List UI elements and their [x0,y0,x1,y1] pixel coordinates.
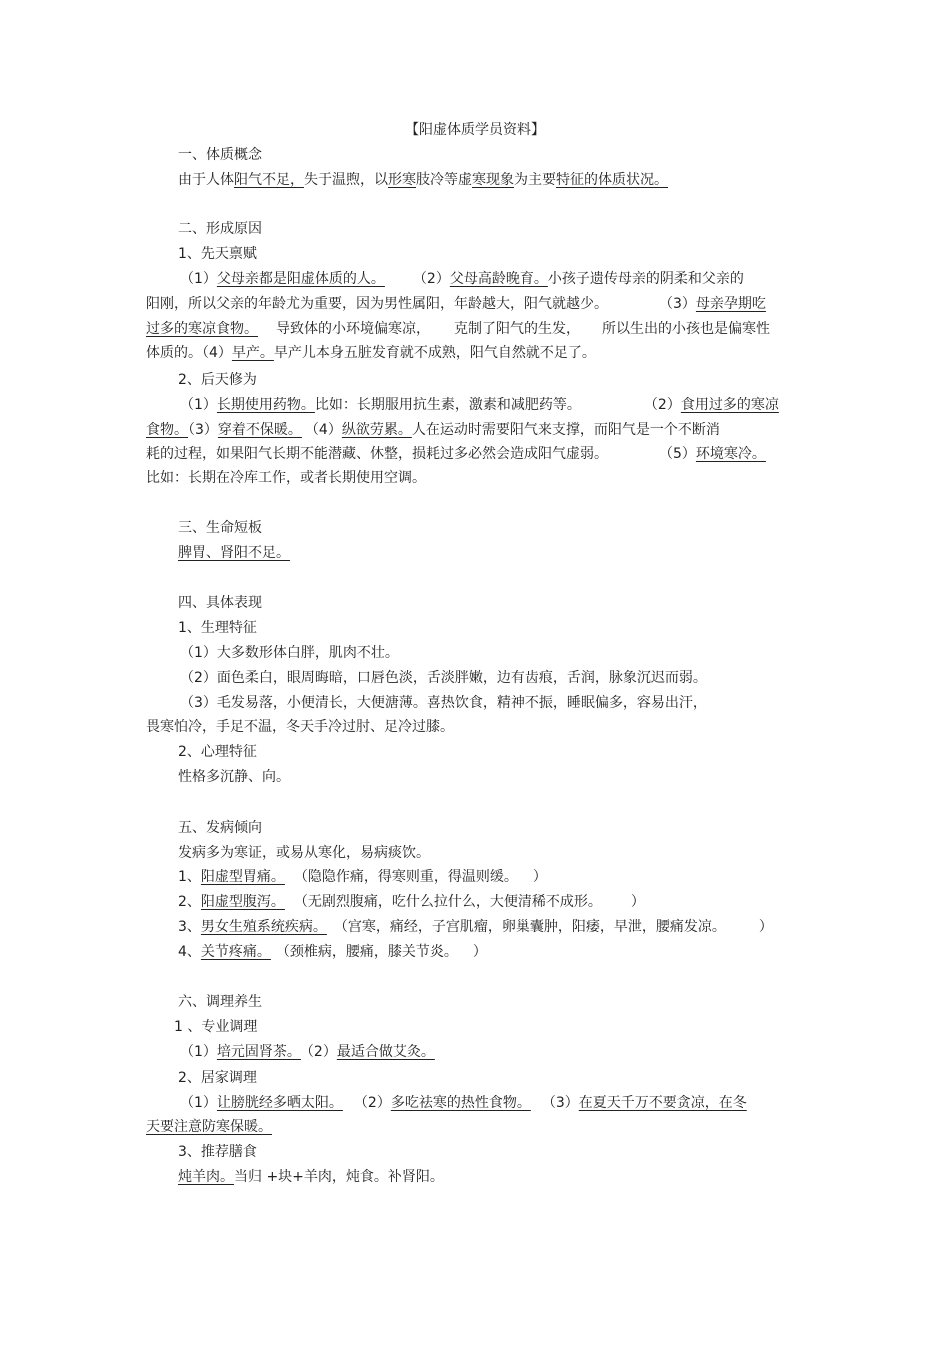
innate-line-3 [146,319,770,339]
text: （1） [180,397,217,413]
subheading-professional: 1 、专业调理 [174,1019,258,1035]
text: （4） [311,422,342,438]
subheading-diet: 3、推荐膳食 [178,1144,257,1160]
text: （2） [650,397,681,413]
text: ） [532,869,547,885]
text: 所以生出的小孩也是偏寒性 [602,321,770,337]
text: 比如：长期服用抗生素，激素和减肥药等。 [314,397,581,413]
text: 体质的。（4） [146,345,232,361]
physiological-line-1: （1）大多数形体白胖，肌肉不壮。 [180,645,399,661]
subheading-psychological: 2、心理特征 [178,744,257,760]
subheading-innate: 1、先天禀赋 [178,246,257,262]
innate-line-1 [180,269,744,289]
subheading-home: 2、居家调理 [178,1070,257,1086]
text: （2） [306,1044,337,1060]
underlined-text: 阳气不足， [234,172,304,188]
text: 4、 [178,944,201,960]
underlined-text: 父母高龄晚育。 [449,271,548,287]
physiological-line-4: 畏寒怕冷，手足不温，冬天手冷过肘、足冷过膝。 [146,719,454,735]
text: 耗的过程，如果阳气长期不能潜藏、休整，损耗过多必然会造成阳气虚弱。 [146,446,608,462]
text: （3） [666,296,696,312]
underlined-text: 过多的寒凉食物。 [146,321,258,337]
section-heading-weakness: 三、生命短板 [178,520,262,536]
innate-line-4 [146,343,596,363]
physiological-line-2: （2）面色柔白，眼周晦暗，口唇色淡，舌淡胖嫩，边有齿痕，舌润，脉象沉迟而弱。 [180,670,707,686]
tendency-item-2 [178,892,645,912]
text: （无剧烈腹痛，吃什么拉什么，大便清稀不成形。 [300,894,595,910]
underlined-text: 让膀胱经多晒太阳。 [216,1095,343,1111]
acquired-line-3 [146,444,766,464]
text: 人在运动时需要阳气来支撑，而阳气是一个不断消 [411,422,720,438]
document-title: 【阳虚体质学员资料】 [405,122,545,138]
text: （1） [180,1095,217,1111]
text: 当归 +块+羊肉，炖食。补肾阳。 [234,1169,444,1185]
text: 早产儿本身五脏发育就不成熟，阳气自然就不足了。 [273,345,596,361]
text: （3） [548,1095,579,1111]
text: ） [758,919,773,935]
underlined-text: 在夏天千万不要贪凉，在冬 [578,1095,747,1111]
underlined-text: 多吃祛寒的热性食物。 [390,1095,531,1111]
text: （1） [180,271,217,287]
section-heading-regimen: 六、调理养生 [178,994,262,1010]
psychological-text: 性格多沉静、向。 [178,769,290,785]
text: 克制了阳气的生发， [454,321,580,337]
underlined-text: 食用过多的寒凉 [680,397,779,413]
innate-line-2 [146,294,766,314]
concept-paragraph [178,170,668,190]
text: （2） [412,271,450,287]
section-heading-concept: 一、体质概念 [178,147,262,163]
section-heading-tendency: 五、发病倾向 [178,820,262,836]
underlined-text: 形寒 [388,172,416,188]
underlined-text: 纵欲劳累。 [341,422,412,438]
tendency-item-3 [178,917,773,937]
home-line-1 [180,1093,747,1113]
text: （宫寒，痛经，子宫肌瘤，卵巢囊肿，阳痿，早泄，腰痛发凉。 [340,919,719,935]
underlined-text: 母亲孕期吃 [695,296,766,312]
text: ） [630,894,645,910]
text: （隐隐作痛，得寒则重，得温则缓。 [300,869,511,885]
underlined-text: 早产。 [231,345,274,361]
acquired-line-2 [146,420,720,440]
underlined-text: 最适合做艾灸。 [336,1044,435,1060]
underlined-text: 阳虚型腹泻。 [200,894,285,910]
text: 肢冷等虚 [416,172,472,188]
acquired-line-1 [180,395,779,415]
text: （颈椎病，腰痛，膝关节炎。 [282,944,451,960]
text: （5） [666,446,696,462]
text: 小孩子遗传母亲的阴柔和父亲的 [547,271,744,287]
weakness-text: 脾胃、肾阳不足。 [178,545,290,561]
text: （1） [180,1044,217,1060]
section-heading-manifestation: 四、具体表现 [178,595,262,611]
subheading-acquired: 2、后天修为 [178,372,257,388]
underlined-text: 父母亲都是阳虚体质的人。 [216,271,385,287]
underlined-text: 长期使用药物。 [216,397,315,413]
subheading-physiological: 1、生理特征 [178,620,257,636]
text: 1、 [178,869,201,885]
text: （2） [360,1095,391,1111]
home-line-2: 天要注意防寒保暖。 [146,1119,272,1135]
section-heading-causes: 二、形成原因 [178,221,262,237]
text: 由于人体 [178,172,234,188]
professional-line [180,1042,435,1062]
underlined-text: 特征的体质状况。 [556,172,668,188]
underlined-text: 阳虚型胃痛。 [200,869,285,885]
underlined-text: 环境寒冷。 [695,446,766,462]
diet-line [178,1167,444,1187]
physiological-line-3: （3）毛发易落，小便清长，大便溏薄。喜热饮食，精神不振，睡眠偏多，容易出汗， [180,695,707,711]
text: 3、 [178,919,201,935]
underlined-text: 培元固肾茶。 [216,1044,301,1060]
underlined-text: 关节疼痛。 [200,944,271,960]
acquired-line-4: 比如：长期在冷库工作，或者长期使用空调。 [146,470,426,486]
underlined-text: 炖羊肉。 [178,1169,234,1185]
text: 2、 [178,894,201,910]
underlined-text: 穿着不保暖。 [217,422,302,438]
text: 失于温煦，以 [304,172,388,188]
underlined-text: 男女生殖系统疾病。 [200,919,327,935]
underlined-text: 食物。 [146,422,188,438]
tendency-intro: 发病多为寒证，或易从寒化，易病痰饮。 [178,845,430,861]
text: （3） [188,422,218,438]
tendency-item-1 [178,867,547,887]
text: 为主要 [514,172,556,188]
underlined-text: 寒现象 [472,172,514,188]
text: ） [472,944,487,960]
tendency-item-4 [178,942,487,962]
text: 阳刚，所以父亲的年龄尤为重要，因为男性属阳，年龄越大，阳气就越少。 [146,296,608,312]
text: 导致体的小环境偏寒凉， [276,321,430,337]
